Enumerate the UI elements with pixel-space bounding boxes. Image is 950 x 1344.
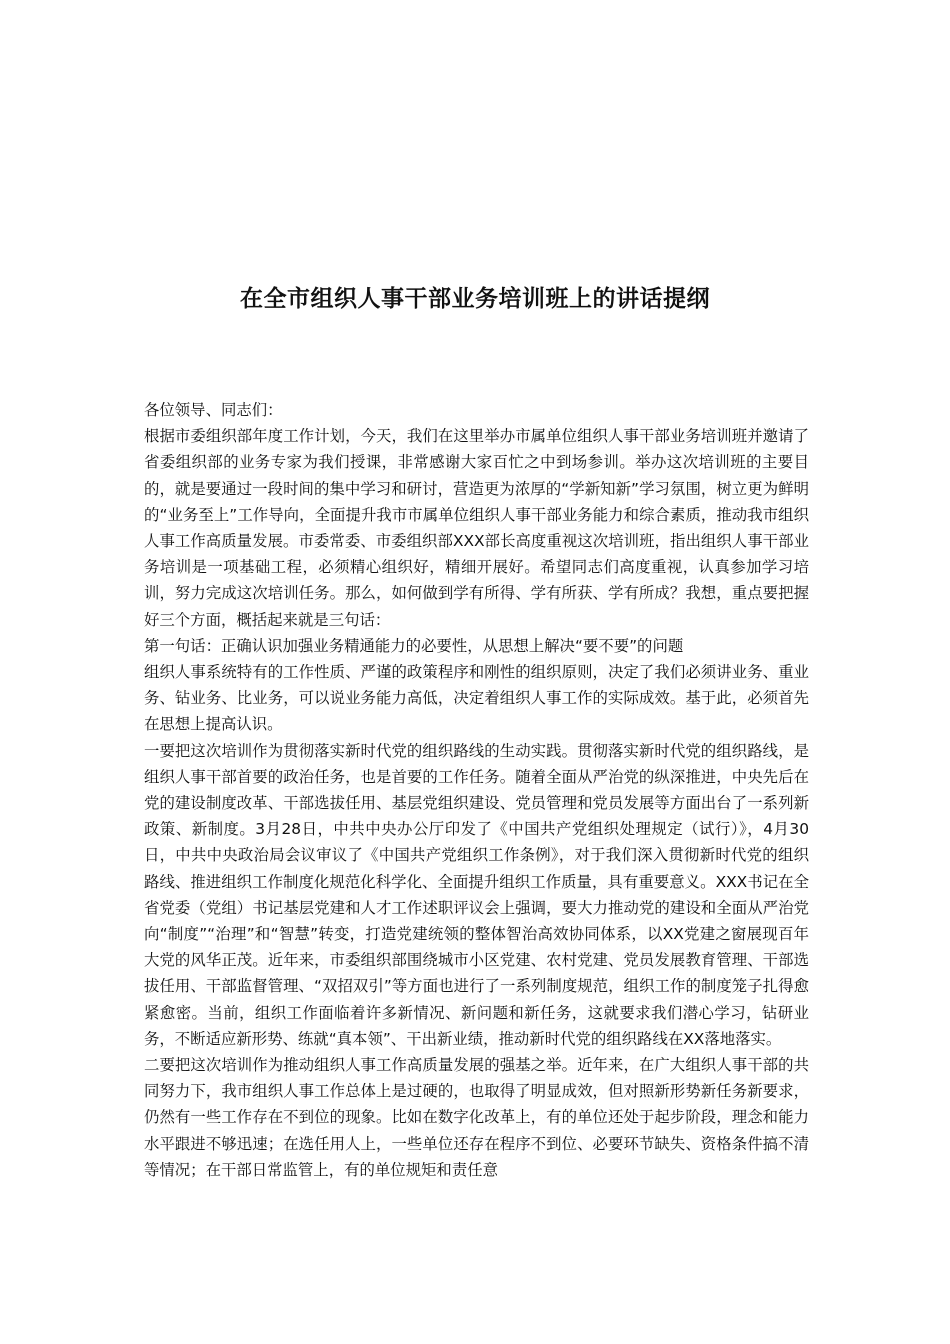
paragraph-2: 一要把这次培训作为贯彻落实新时代党的组织路线的生动实践。贯彻落实新时代党的组织路线，是组织人事干部首要的政治任务，也是首要的工作任务。随着全面从严治党的纵深推进，中央先后在党的建设制度改革、干部选拔任用、基层党组织建设、党员管理和党员发展等方面出台了一系列新政策、新制度。3月28日，中共中央办公厅印发了《中国共产党组织处理规定（试行）》，4月30日，中共中央政治局会议审议了《中国共产党组织工作条例》，对于我们深入贯彻新时代党的组织路线、推进组织工作制度化规范化科学化、全面提升组织工作质量，具有重要意义。XXX书记在全省党委（党组）书记基层党建和人才工作述职评议会上强调，要大力推动党的建设和全面从严治党向“制度”“治理”和“智慧”转变，打造党建统领的整体智治高效协同体系，以XX党建之窗展现百年大党的风华正茂。近年来，市委组织部围绕城市小区党建、农村党建、党员发展教育管理、干部选拔任用、干部监督管理、“双招双引”等方面也进行了一系列制度规范，组织工作的制度笼子扎得愈紧愈密。当前，组织工作面临着许多新情况、新问题和新任务，这就要求我们潜心学习，钻研业务，不断适应新形势、练就“真本领”、干出新业绩，推动新时代党的组织路线在XX落地落实。 bbox=[144, 741, 809, 1048]
document-body bbox=[144, 397, 809, 1183]
document-title: 在全市组织人事干部业务培训班上的讲话提纲 bbox=[240, 286, 710, 312]
paragraph-3: 二要把这次培训作为推动组织人事工作高质量发展的强基之举。近年来，在广大组织人事干部的共同努力下，我市组织人事工作总体上是过硬的，也取得了明显成效，但对照新形势新任务新要求，仍然有一些工作存在不到位的现象。比如在数字化改革上，有的单位还处于起步阶段，理念和能力水平跟进不够迅速；在选任用人上，一些单位还存在程序不到位、必要环节缺失、资格条件搞不清等情况；在干部日常监管上，有的单位规矩和责任意 bbox=[144, 1056, 809, 1179]
paragraph-intro: 根据市委组织部年度工作计划，今天，我们在这里举办市属单位组织人事干部业务培训班并邀请了省委组织部的业务专家为我们授课，非常感谢大家百忙之中到场参训。举办这次培训班的主要目的，就是要通过一段时间的集中学习和研讨，营造更为浓厚的“学新知新”学习氛围，树立更为鲜明的“业务至上”工作导向，全面提升我市市属单位组织人事干部业务能力和综合素质，推动我市组织人事工作高质量发展。市委常委、市委组织部XXX部长高度重视这次培训班，指出组织人事干部业务培训是一项基础工程，必须精心组织好，精细开展好。希望同志们高度重视，认真参加学习培训，努力完成这次培训任务。那么，如何做到学有所得、学有所获、学有所成？我想，重点要把握好三个方面，概括起来就是三句话： bbox=[144, 427, 809, 629]
paragraph-1: 组织人事系统特有的工作性质、严谨的政策程序和刚性的组织原则，决定了我们必须讲业务、重业务、钻业务、比业务，可以说业务能力高低，决定着组织人事工作的实际成效。基于此，必须首先在思想上提高认识。 bbox=[144, 663, 809, 734]
salutation: 各位领导、同志们： bbox=[144, 401, 283, 419]
section-heading-1: 第一句话：正确认识加强业务精通能力的必要性，从思想上解决“要不要”的问题 bbox=[144, 636, 684, 655]
